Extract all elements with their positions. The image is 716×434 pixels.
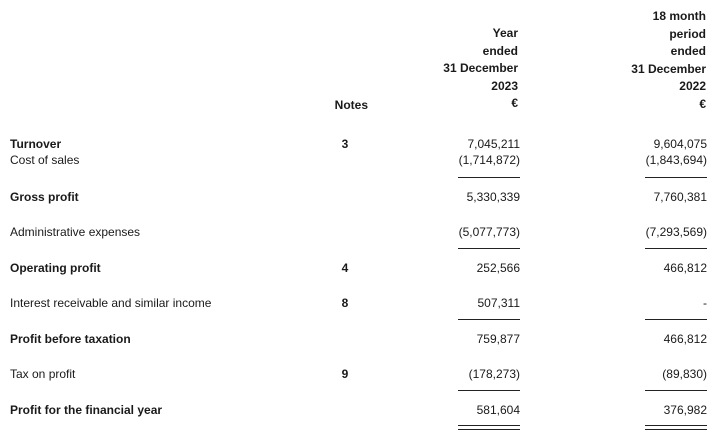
row-label: Cost of sales (10, 153, 80, 167)
row-value-2022: 9,604,075 (653, 137, 707, 151)
total-double-rule (458, 425, 520, 430)
row-label: Profit before taxation (10, 332, 131, 346)
row-note: 3 (341, 137, 349, 151)
row-value-2022: - (703, 296, 707, 310)
row-administrative-expenses (0, 224, 716, 240)
col2-header-line: 31 December (631, 61, 706, 76)
subtotal-rule (458, 390, 520, 391)
col2-header-line: period (669, 26, 706, 41)
row-label: Operating profit (10, 261, 101, 275)
subtotal-rule (458, 319, 520, 320)
col2-header-line: 18 month (652, 9, 706, 23)
row-label: Profit for the financial year (10, 403, 163, 417)
subtotal-rule (645, 390, 707, 391)
row-value-2022: 466,812 (663, 332, 707, 346)
row-interest-receivable (0, 295, 716, 311)
column-header-2022 (580, 8, 706, 113)
row-gross-profit (0, 189, 716, 205)
subtotal-rule (645, 319, 707, 320)
row-value-2023: 252,566 (476, 261, 520, 275)
notes-header: Notes (334, 98, 368, 112)
col1-header-line: Year (492, 26, 518, 40)
row-note: 9 (341, 367, 349, 381)
row-turnover (0, 136, 716, 152)
row-value-2023: 581,604 (476, 403, 520, 417)
row-cost-of-sales (0, 152, 716, 168)
row-value-2023: (5,077,773) (458, 225, 520, 239)
row-note: 4 (341, 261, 349, 275)
row-value-2023: (1,714,872) (458, 153, 520, 167)
row-profit-before-taxation (0, 331, 716, 347)
row-value-2022: (7,293,569) (645, 225, 707, 239)
col1-header-currency: € (511, 96, 518, 110)
col2-header-line: ended (670, 44, 706, 58)
col1-header-line: 2023 (491, 78, 518, 93)
col2-header-line: 2022 (679, 79, 706, 93)
row-label: Gross profit (10, 190, 79, 204)
row-label: Turnover (10, 137, 62, 151)
subtotal-rule (645, 248, 707, 249)
row-value-2022: (89,830) (662, 367, 707, 381)
col2-header-currency: € (699, 96, 706, 111)
subtotal-rule (458, 248, 520, 249)
row-value-2022: 376,982 (663, 403, 707, 417)
col1-header-line: 31 December (443, 61, 518, 75)
row-value-2023: (178,273) (468, 367, 520, 381)
subtotal-rule (458, 177, 520, 178)
row-tax-on-profit (0, 366, 716, 382)
total-double-rule (645, 425, 707, 430)
row-label: Administrative expenses (10, 225, 141, 239)
row-value-2022: 466,812 (663, 261, 707, 275)
row-value-2023: 5,330,339 (466, 190, 520, 204)
subtotal-rule (645, 177, 707, 178)
row-note: 8 (341, 296, 349, 310)
row-label: Tax on profit (10, 367, 76, 381)
row-value-2023: 759,877 (476, 332, 520, 346)
row-label: Interest receivable and similar income (10, 296, 212, 310)
row-value-2023: 7,045,211 (467, 137, 520, 151)
row-value-2022: 7,760,381 (653, 190, 707, 204)
row-value-2022: (1,843,694) (645, 153, 707, 167)
col1-header-line: ended (482, 43, 518, 58)
row-profit-for-financial-year (0, 402, 716, 418)
row-value-2023: 507,311 (477, 296, 520, 310)
column-header-2023 (400, 25, 518, 113)
row-operating-profit (0, 260, 716, 276)
